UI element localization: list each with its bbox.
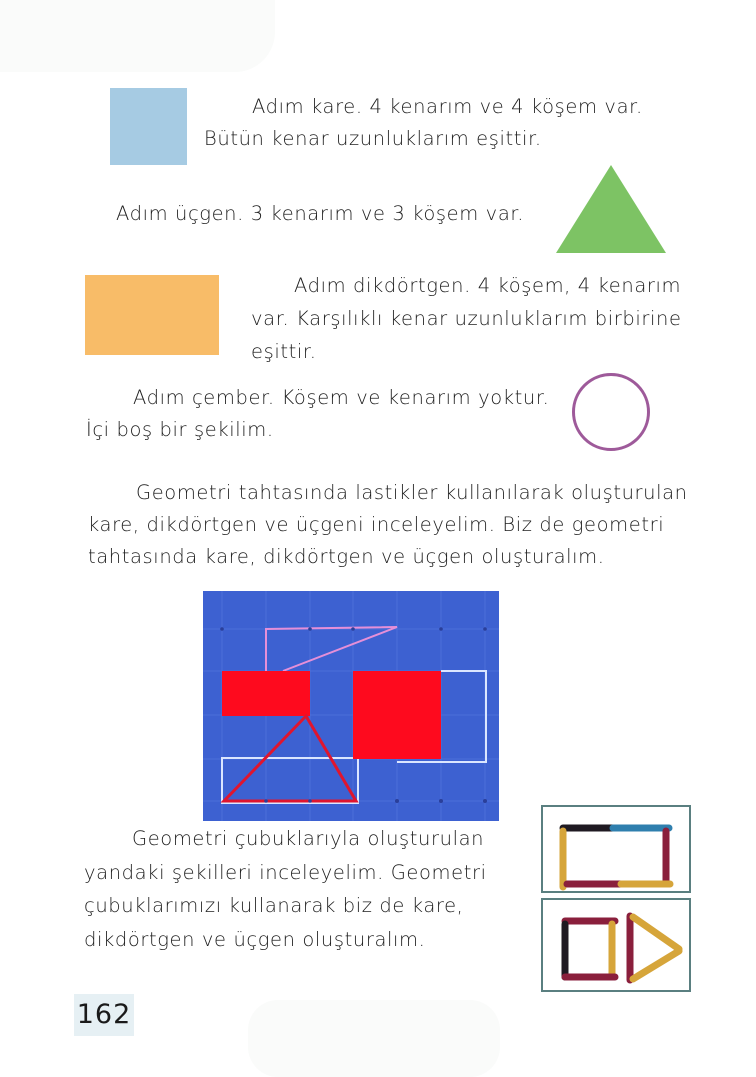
text-line: Geometri çubuklarıyla oluşturulan — [132, 827, 485, 850]
text-line: Adım üçgen. 3 kenarım ve 3 köşem var. — [116, 202, 524, 225]
rectangle-description — [251, 269, 682, 368]
text-line: kare, dikdörtgen ve üçgeni inceleyelim. Biz de geometri — [88, 513, 665, 536]
text-line: Bütün kenar uzunluklarım eşittir. — [204, 127, 542, 150]
circle-description — [86, 382, 549, 446]
background-smudge — [0, 0, 275, 72]
sticks-paragraph — [84, 822, 487, 956]
text-line: çubuklarımızı kullanarak biz de kare, — [84, 894, 464, 917]
blue-square-shape — [110, 88, 187, 165]
text-line: Geometri tahtasında lastikler kullanılarak oluşturulan — [136, 481, 688, 504]
purple-circle-shape — [570, 371, 652, 453]
geoboard-photo — [203, 591, 499, 821]
text-line: Adım çember. Köşem ve kenarım yoktur. — [133, 386, 550, 409]
sticks-rectangle-photo — [541, 805, 691, 893]
text-line: eşittir. — [251, 340, 317, 363]
square-description — [204, 91, 643, 155]
text-line: yandaki şekilleri inceleyelim. Geometri — [84, 860, 487, 884]
page-number: 162 — [74, 994, 134, 1036]
sticks-square-triangle-icon — [543, 900, 689, 990]
triangle-description — [116, 198, 524, 230]
background-smudge — [248, 1000, 500, 1077]
text-line: Adım dikdörtgen. 4 köşem, 4 kenarım — [294, 274, 682, 297]
sticks-rectangle-icon — [543, 807, 689, 891]
text-line: dikdörtgen ve üçgen oluşturalım. — [84, 927, 426, 951]
sticks-square-triangle-photo — [541, 898, 691, 992]
text-line: var. Karşılıklı kenar uzunluklarım birbirine — [251, 307, 682, 330]
text-line: tahtasında kare, dikdörtgen ve üçgen oluşturalım. — [88, 545, 605, 568]
text-line: Adım kare. 4 kenarım ve 4 köşem var. — [252, 95, 643, 118]
text-line: İçi boş bir şekilim. — [86, 418, 274, 441]
geoboard-paragraph — [88, 477, 688, 573]
orange-rectangle-shape — [85, 275, 219, 355]
green-triangle-shape — [554, 163, 668, 255]
